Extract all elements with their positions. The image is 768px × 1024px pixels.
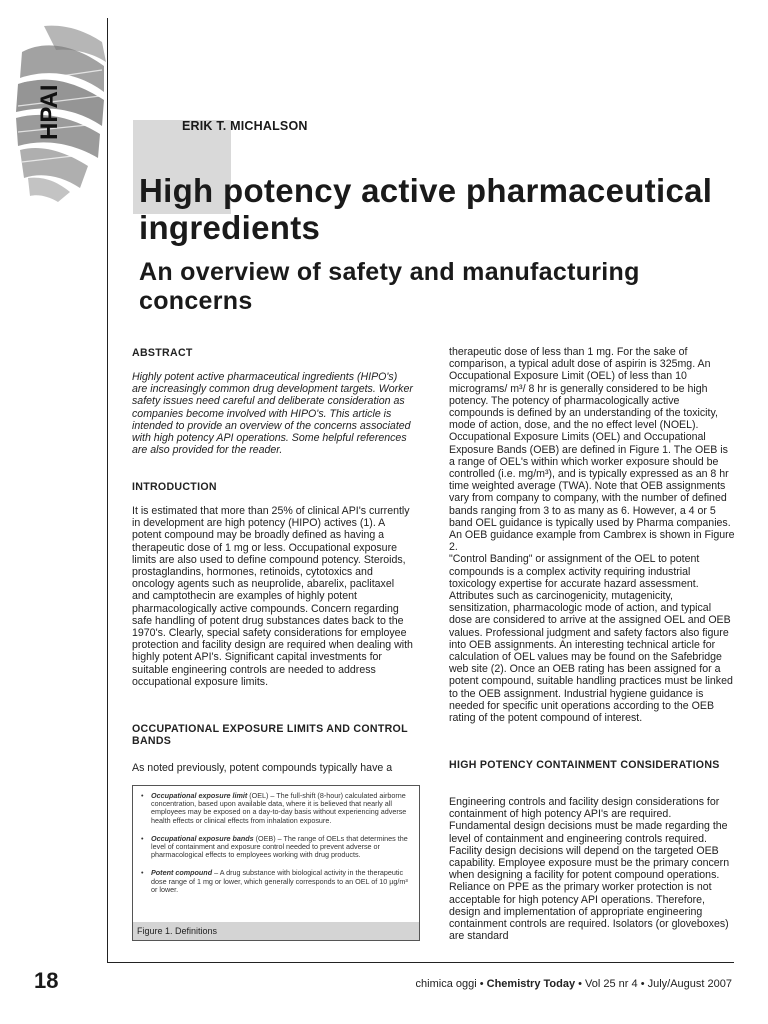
figure-caption: Figure 1. Definitions <box>133 922 419 940</box>
bullet: • <box>141 791 144 800</box>
figure-definitions <box>132 785 420 941</box>
horizontal-rule <box>107 962 734 963</box>
oel-heading: OCCUPATIONAL EXPOSURE LIMITS AND CONTROL BANDS <box>132 723 408 748</box>
introduction-text: It is estimated that more than 25% of clinical API's currently in development are high potency (HIPO) actives (1). A potent compound may be broadly defined as having a therapeutic dose of 1 mg or less. Occupational exposure limits are also used to define compound potency. Steroids, prostaglandins, hormones, retinoids, cytotoxics and oncology agents such as neuprolide, abarelix, paclitaxel and camptothecin are examples of highly potent pharmacologically active compounds. Concern regarding safe handling of potent drug substances dates back to the 1970's. Clearly, special safety considerations for employee protection and facility design are required when dealing with highly potent API's. Significant capital investments for suitable engineering controls are needed to address occupational exposure limits. <box>132 505 413 688</box>
bullet: • <box>141 833 144 843</box>
journal-name: chimica oggi <box>415 978 477 990</box>
containment-text: Engineering controls and facility design considerations for containment of high potency API's are required. Fundamental design decisions must be made regarding the level of containment and engineering controls required. Facility design decisions will depend on the targeted OEB capability. Employee exposure must be the primary concern when designing a facility for potent compound operations. Reliance on PPE as the primary worker protection is not acceptable for high potency API operations. Therefore, design and implementation of appropriate engineering containment controls are required. Isolators (or gloveboxes) are standard <box>449 796 730 943</box>
containment-heading: HIGH POTENCY CONTAINMENT CONSIDERATIONS <box>449 759 720 771</box>
right-column-top <box>449 346 735 724</box>
vertical-rule <box>107 18 108 962</box>
definition-item <box>141 792 411 825</box>
figure-body <box>133 786 419 904</box>
oel-text: As noted previously, potent compounds typically have a <box>132 762 393 774</box>
page-number: 18 <box>34 968 59 993</box>
journal-name-en: Chemistry Today <box>486 978 576 990</box>
separator: • <box>476 978 487 990</box>
definition-text: – A drug substance with biological activity in the therapeutic dose range of 1 mg or lower, which generally corresponds to an OEL of 10 µg/m³ or lower. <box>151 868 408 894</box>
footer-citation <box>416 978 732 990</box>
article-subtitle: An overview of safety and manufacturing concerns <box>139 258 640 315</box>
control-banding-paragraph: "Control Banding" or assignment of the OEL to potent compounds is a complex activity requiring industrial toxicology expertise for accurate hazard assessment. Attributes such as carcinogenicity, mutagenicity, sensitization, pharmacologic mode of action, and typical dose are considered to arrive at the assigned OEL and OEB values. Professional judgment and safety factors also figure into OEB assignments. An interesting technical article for calculation of OEL values may be found on the Safebridge web site (2). Once an OEB rating has been assigned for a potent compound, suitable handling practices must be linked to the OEB assignment. Industrial hygiene guidance is needed for specific unit operations according to the OEB rating of the potent compound of interest. <box>449 553 733 725</box>
article-title: High potency active pharmaceutical ingredients <box>139 172 713 246</box>
section-tag: HPAI <box>36 84 63 140</box>
author-name: ERIK T. MICHALSON <box>182 119 308 133</box>
definition-item <box>141 869 411 894</box>
definition-term: Occupational exposure limit <box>151 791 248 800</box>
abstract-heading: ABSTRACT <box>132 347 193 359</box>
introduction-heading: INTRODUCTION <box>132 481 217 493</box>
definition-term: Occupational exposure bands <box>151 833 254 843</box>
issue-info: • Vol 25 nr 4 • July/August 2007 <box>575 978 732 990</box>
definition-term: Potent compound <box>151 868 213 878</box>
definition-text: (OEL) – The full-shift (8-hour) calculated airborne concentration, based upon available data, where it is believed that nearly all employees may be exposed on a day-to-day basis without experiencing adverse health effects or clinical effects from inhalation exposure. <box>151 791 407 825</box>
bullet: • <box>141 868 144 878</box>
definition-item <box>141 835 411 860</box>
abstract-text: Highly potent active pharmaceutical ingredients (HIPO's) are increasingly common drug development targets. Worker safety issues need careful and deliberate consideration as companies become involved with HIPO's. This article is intended to provide an overview of the concerns associated with high potency API operations. Some helpful references are also provided for the reader. <box>132 371 413 457</box>
definition-text: (OEB) – The range of OELs that determines the level of containment and exposure control needed to prevent adverse or pharmacological effects to employees working with drug products. <box>151 833 408 860</box>
oel-paragraph: therapeutic dose of less than 1 mg. For the sake of comparison, a typical adult dose of aspirin is 325mg. An Occupational Exposure Limit (OEL) of less than 10 micrograms/ m³/ 8 hr is generally considered to be high potency. The potency of pharmacologically active compounds is defined by an understanding of the toxicity, mode of action, dose, and the no effect level (NOEL). Occupational Exposure Limits (OEL) and Occupational Exposure Bands (OEB) are defined in Figure 1. The OEB is a range of OEL's within which worker exposure should be controlled (i.e. mg/m³), and is typically expressed as an 8 hr time weighted average (TWA). Note that OEB assignments vary from company to company, with the number of defined bands ranging from 3 to as many as 6. However, a 4 or 5 band OEL guidance is typically used by Pharma companies. An OEB guidance example from Cambrex is shown in Figure 2. <box>449 346 735 554</box>
